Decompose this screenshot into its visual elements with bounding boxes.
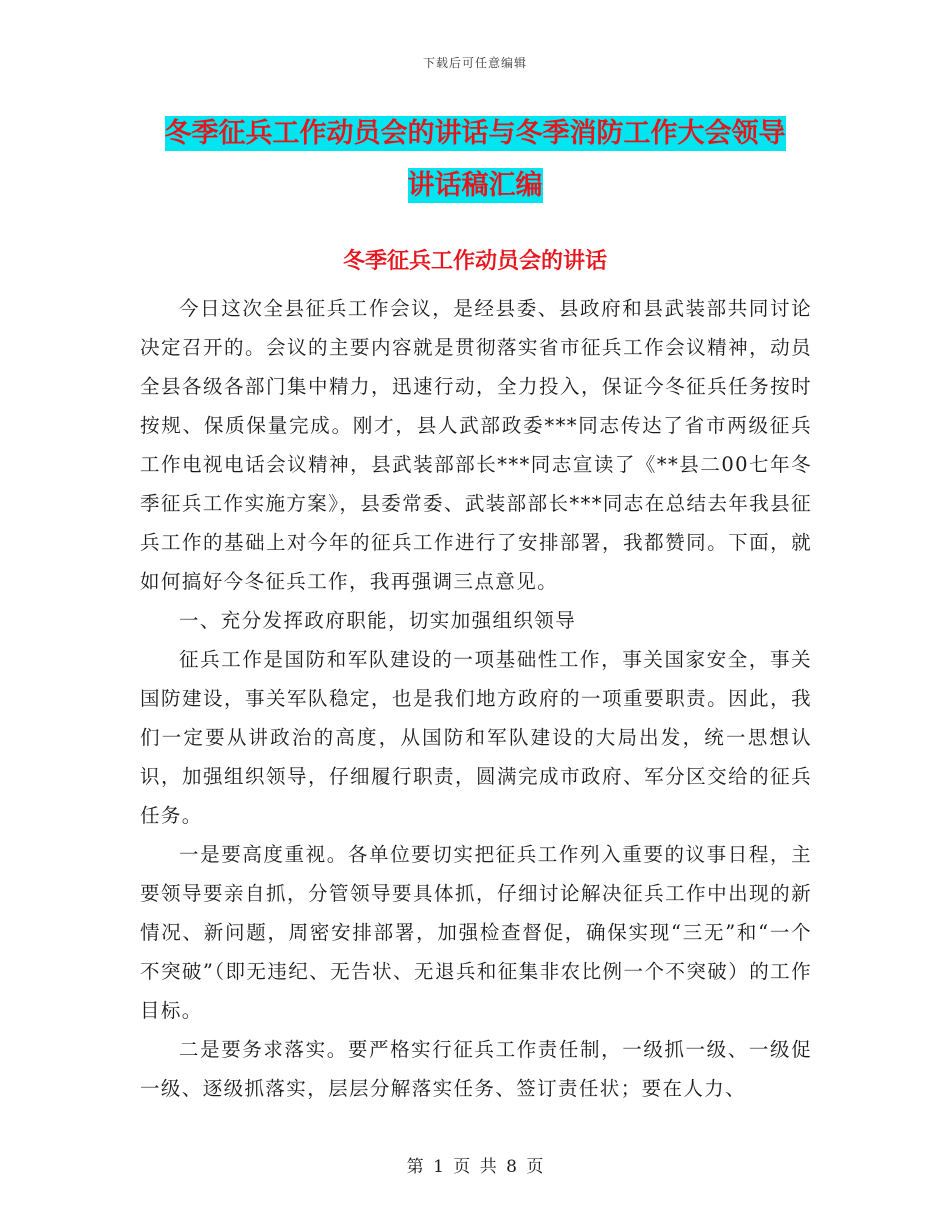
paragraph-importance: 征兵工作是国防和军队建设的一项基础性工作，事关国家安全，事关国防建设，事关军队稳定，也是我们地方政府的一项重要职责。因此，我们一定要从讲政治的高度，从国防和军队建设的大局出发，统一思想认识，加强组织领导，仔细履行职责，圆满完成市政府、军分区交给的征兵任务。 [140, 648, 812, 827]
page-footer: 第 1 页 共 8 页 [406, 1157, 544, 1177]
paragraph-heading-1: 一、充分发挥政府职能，切实加强组织领导 [179, 609, 577, 632]
paragraph-point-1: 一是要高度重视。各单位要切实把征兵工作列入重要的议事日程，主要领导要亲自抓，分管领导要具体抓，仔细讨论解决征兵工作中出现的新情况、新问题，周密安排部署，加强检查督促，确保实现“三无”和“一个不突破”（即无违纪、无告状、无退兵和征集非农比例一个不突破）的工作目标。 [140, 843, 812, 1022]
page-header-note: 下载后可任意编辑 [422, 56, 527, 70]
document-title-line1: 冬季征兵工作动员会的讲话与冬季消防工作大会领导 [164, 118, 786, 149]
document-body [140, 289, 812, 1108]
document-title [0, 108, 950, 212]
paragraph-intro: 今日这次全县征兵工作会议，是经县委、县政府和县武装部共同讨论决定召开的。会议的主要内容就是贯彻落实省市征兵工作会议精神，动员全县各级各部门集中精力，迅速行动，全力投入，保证今冬征兵任务按时按规、保质保量完成。刚才，县人武部政委***同志传达了省市两级征兵工作电视电话会议精神，县武装部部长***同志宣读了《**县二00七年冬季征兵工作实施方案》，县委常委、武装部部长***同志在总结去年我县征兵工作的基础上对今年的征兵工作进行了安排部署，我都赞同。下面，就如何搞好今冬征兵工作，我再强调三点意见。 [140, 297, 812, 593]
section-title: 冬季征兵工作动员会的讲话 [342, 248, 607, 274]
paragraph-point-2: 二是要务求落实。要严格实行征兵工作责任制，一级抓一级、一级促一级、逐级抓落实，层层分解落实任务、签订责任状；要在人力、 [140, 1038, 812, 1100]
document-title-line2: 讲话稿汇编 [407, 170, 543, 201]
